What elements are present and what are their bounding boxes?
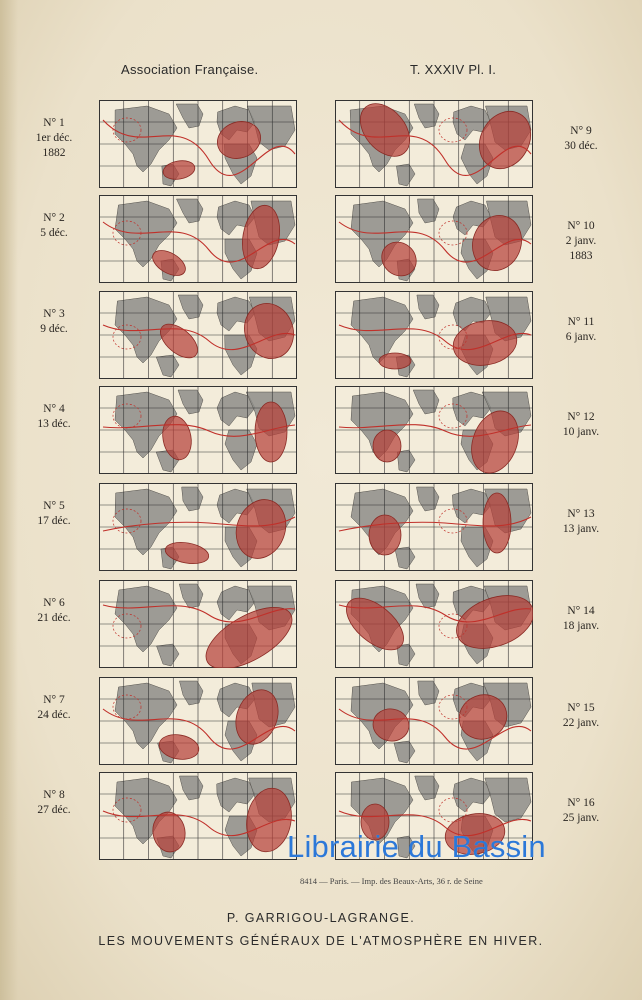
high-pressure-area xyxy=(379,353,411,369)
map-label xyxy=(19,116,89,161)
weather-map-svg xyxy=(99,580,297,668)
map-label-date: 10 janv. xyxy=(562,426,600,438)
map-label xyxy=(546,219,616,264)
map-label-number: N° 16 xyxy=(567,797,595,809)
weather-map-right-5 xyxy=(335,483,533,571)
weather-map-right-3 xyxy=(335,291,533,379)
map-label-date: 6 janv. xyxy=(565,331,597,343)
map-label-number: N° 14 xyxy=(567,605,595,617)
high-pressure-area xyxy=(369,515,401,555)
map-label xyxy=(546,124,616,154)
map-label xyxy=(546,604,616,634)
weather-map-left-7 xyxy=(99,677,297,765)
map-label-date: 5 déc. xyxy=(40,227,68,239)
map-label-number: N° 4 xyxy=(43,403,65,415)
caption-author: P. GARRIGOU-LAGRANGE. xyxy=(226,911,416,925)
map-label xyxy=(19,307,89,337)
weather-map-svg xyxy=(335,100,533,188)
weather-map-left-6 xyxy=(99,580,297,668)
high-pressure-area xyxy=(373,430,401,462)
map-label-number: N° 8 xyxy=(43,789,65,801)
map-label xyxy=(19,788,89,818)
map-label-date: 24 déc. xyxy=(37,709,71,721)
weather-map-svg xyxy=(335,195,533,283)
weather-map-left-5 xyxy=(99,483,297,571)
map-label-number: N° 9 xyxy=(570,125,592,137)
weather-map-right-7 xyxy=(335,677,533,765)
header-association: Association Française. xyxy=(121,62,259,77)
map-label-date: 27 déc. xyxy=(37,804,71,816)
weather-map-svg xyxy=(335,386,533,474)
map-label-date: 9 déc. xyxy=(40,323,68,335)
weather-map-svg xyxy=(99,291,297,379)
map-label-number: N° 1 xyxy=(43,117,65,129)
map-label xyxy=(546,796,616,826)
weather-map-right-1 xyxy=(335,100,533,188)
map-label-date: 21 déc. xyxy=(37,612,71,624)
map-label-date: 25 janv. xyxy=(562,812,600,824)
weather-map-svg xyxy=(335,580,533,668)
map-label-number: N° 13 xyxy=(567,508,595,520)
map-label xyxy=(546,410,616,440)
page-edge-shadow xyxy=(0,0,18,1000)
caption-title: LES MOUVEMENTS GÉNÉRAUX DE L'ATMOSPHÈRE EN HIVER. xyxy=(98,934,544,948)
map-label xyxy=(546,507,616,537)
weather-map-right-4 xyxy=(335,386,533,474)
weather-map-svg xyxy=(99,195,297,283)
weather-map-left-4 xyxy=(99,386,297,474)
header-volume-plate: T. XXXIV Pl. I. xyxy=(410,62,497,77)
map-label-number: N° 10 xyxy=(567,220,595,232)
weather-map-svg xyxy=(335,291,533,379)
weather-map-left-3 xyxy=(99,291,297,379)
watermark-text: Librairie du Bassin xyxy=(287,829,546,864)
map-label-date: 13 déc. xyxy=(37,418,71,430)
map-label-date: 30 déc. xyxy=(564,140,598,152)
high-pressure-area xyxy=(483,493,511,553)
weather-map-left-1 xyxy=(99,100,297,188)
weather-map-right-2 xyxy=(335,195,533,283)
weather-map-svg xyxy=(99,677,297,765)
weather-map-left-8 xyxy=(99,772,297,860)
weather-map-svg xyxy=(335,677,533,765)
map-label-date: 18 janv. xyxy=(562,620,600,632)
weather-map-svg xyxy=(99,483,297,571)
map-label-number: N° 2 xyxy=(43,212,65,224)
weather-map-svg xyxy=(335,483,533,571)
printer-line: 8414 — Paris. — Imp. des Beaux-Arts, 36 r. de Seine xyxy=(300,876,483,886)
map-label-year: 1882 xyxy=(42,147,66,159)
map-label-date: 13 janv. xyxy=(562,523,600,535)
map-label xyxy=(19,402,89,432)
map-label-number: N° 15 xyxy=(567,702,595,714)
weather-map-left-2 xyxy=(99,195,297,283)
map-label-date: 2 janv. xyxy=(565,235,597,247)
weather-map-svg xyxy=(99,772,297,860)
map-label xyxy=(19,693,89,723)
map-label-number: N° 7 xyxy=(43,694,65,706)
map-label xyxy=(546,315,616,345)
map-label-date: 17 déc. xyxy=(37,515,71,527)
weather-map-svg xyxy=(99,386,297,474)
map-label xyxy=(19,211,89,241)
map-label-date: 1er déc. xyxy=(35,132,73,144)
map-label-number: N° 12 xyxy=(567,411,595,423)
map-label-year: 1883 xyxy=(569,250,593,262)
map-label xyxy=(546,701,616,731)
weather-map-right-6 xyxy=(335,580,533,668)
map-label-number: N° 3 xyxy=(43,308,65,320)
map-label-number: N° 5 xyxy=(43,500,65,512)
map-label-date: 22 janv. xyxy=(562,717,600,729)
map-label xyxy=(19,499,89,529)
weather-map-svg xyxy=(99,100,297,188)
map-label-number: N° 11 xyxy=(567,316,595,328)
map-label xyxy=(19,596,89,626)
map-label-number: N° 6 xyxy=(43,597,65,609)
